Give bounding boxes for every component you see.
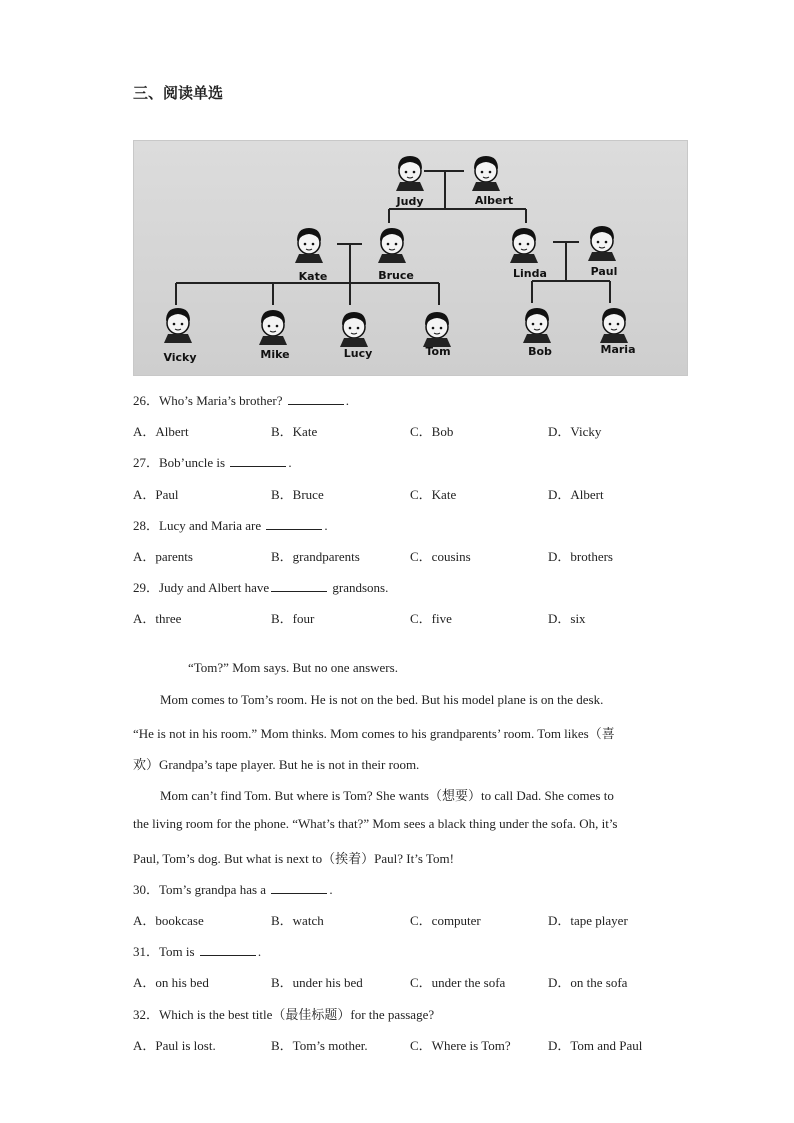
option-28-b: B．grandparents bbox=[271, 549, 360, 564]
option-27-a: A．Paul bbox=[133, 487, 179, 502]
person-lucy bbox=[340, 312, 372, 360]
person-vicky bbox=[163, 308, 196, 364]
option-26-c: C．Bob bbox=[410, 424, 454, 439]
family-tree-diagram bbox=[134, 141, 687, 375]
option-32-a: A．Paul is lost. bbox=[133, 1038, 216, 1053]
option-28-a: A．parents bbox=[133, 549, 193, 564]
option-31-d: D．on the sofa bbox=[548, 975, 628, 990]
question-30: 30．Tom’s grandpa has a . bbox=[133, 882, 333, 897]
option-28-c: C．cousins bbox=[410, 549, 471, 564]
name-vicky: Vicky bbox=[163, 351, 197, 364]
question-31: 31．Tom is . bbox=[133, 944, 262, 959]
person-linda bbox=[510, 228, 547, 280]
option-32-b: B．Tom’s mother. bbox=[271, 1038, 368, 1053]
option-30-a: A．bookcase bbox=[133, 913, 204, 928]
option-30-d: D．tape player bbox=[548, 913, 628, 928]
option-29-d: D．six bbox=[548, 611, 586, 626]
family-tree-image bbox=[133, 140, 688, 376]
person-maria bbox=[600, 308, 636, 356]
person-paul bbox=[588, 226, 617, 278]
person-bruce bbox=[378, 228, 414, 282]
option-30-b: B．watch bbox=[271, 913, 324, 928]
option-31-c: C．under the sofa bbox=[410, 975, 506, 990]
person-bob bbox=[523, 308, 552, 358]
name-kate: Kate bbox=[298, 270, 328, 283]
person-kate bbox=[295, 228, 327, 283]
option-26-d: D．Vicky bbox=[548, 424, 602, 439]
option-29-a: A．three bbox=[133, 611, 182, 626]
option-28-d: D．brothers bbox=[548, 549, 613, 564]
person-mike bbox=[259, 310, 290, 361]
name-albert: Albert bbox=[474, 194, 514, 207]
option-27-d: D．Albert bbox=[548, 487, 604, 502]
question-32: 32．Which is the best title（最佳标题）for the passage? bbox=[133, 1007, 435, 1022]
name-bob: Bob bbox=[528, 345, 552, 358]
passage-line-4: 欢）Grandpa’s tape player. But he is not in their room. bbox=[133, 757, 420, 772]
person-judy bbox=[396, 156, 424, 208]
option-31-a: A．on his bed bbox=[133, 975, 209, 990]
passage-line-7: Paul, Tom’s dog. But what is next to（挨着）Paul? It’s Tom! bbox=[133, 851, 454, 866]
option-30-c: C．computer bbox=[410, 913, 481, 928]
question-28: 28．Lucy and Maria are . bbox=[133, 518, 328, 533]
question-29: 29．Judy and Albert have grandsons. bbox=[133, 580, 389, 595]
option-26-b: B．Kate bbox=[271, 424, 318, 439]
passage-line-6: the living room for the phone. “What’s that?” Mom sees a black thing under the sofa. Oh, it’s bbox=[133, 816, 618, 831]
name-lucy: Lucy bbox=[343, 347, 373, 360]
option-32-d: D．Tom and Paul bbox=[548, 1038, 643, 1053]
passage-line-3: “He is not in his room.” Mom thinks. Mom comes to his grandparents’ room. Tom likes（喜 bbox=[133, 726, 615, 741]
option-29-c: C．five bbox=[410, 611, 452, 626]
name-linda: Linda bbox=[513, 267, 547, 280]
question-27: 27．Bob’uncle is . bbox=[133, 455, 292, 470]
passage-line-2: Mom comes to Tom’s room. He is not on the bed. But his model plane is on the desk. bbox=[160, 692, 604, 707]
option-32-c: C．Where is Tom? bbox=[410, 1038, 511, 1053]
name-mike: Mike bbox=[260, 348, 290, 361]
person-albert bbox=[472, 156, 513, 207]
passage-line-5: Mom can’t find Tom. But where is Tom? She wants（想要）to call Dad. She comes to bbox=[160, 788, 614, 803]
option-26-a: A．Albert bbox=[133, 424, 189, 439]
name-maria: Maria bbox=[600, 343, 636, 356]
question-26: 26．Who’s Maria’s brother? . bbox=[133, 393, 349, 408]
option-31-b: B．under his bed bbox=[271, 975, 363, 990]
name-bruce: Bruce bbox=[378, 269, 414, 282]
name-tom: Tom bbox=[425, 345, 451, 358]
name-paul: Paul bbox=[590, 265, 618, 278]
option-27-c: C．Kate bbox=[410, 487, 457, 502]
option-29-b: B．four bbox=[271, 611, 315, 626]
name-judy: Judy bbox=[396, 195, 424, 208]
passage-line-1: “Tom?” Mom says. But no one answers. bbox=[188, 660, 398, 675]
person-tom bbox=[423, 312, 451, 358]
option-27-b: B．Bruce bbox=[271, 487, 324, 502]
section-title: 三、阅读单选 bbox=[133, 84, 224, 102]
